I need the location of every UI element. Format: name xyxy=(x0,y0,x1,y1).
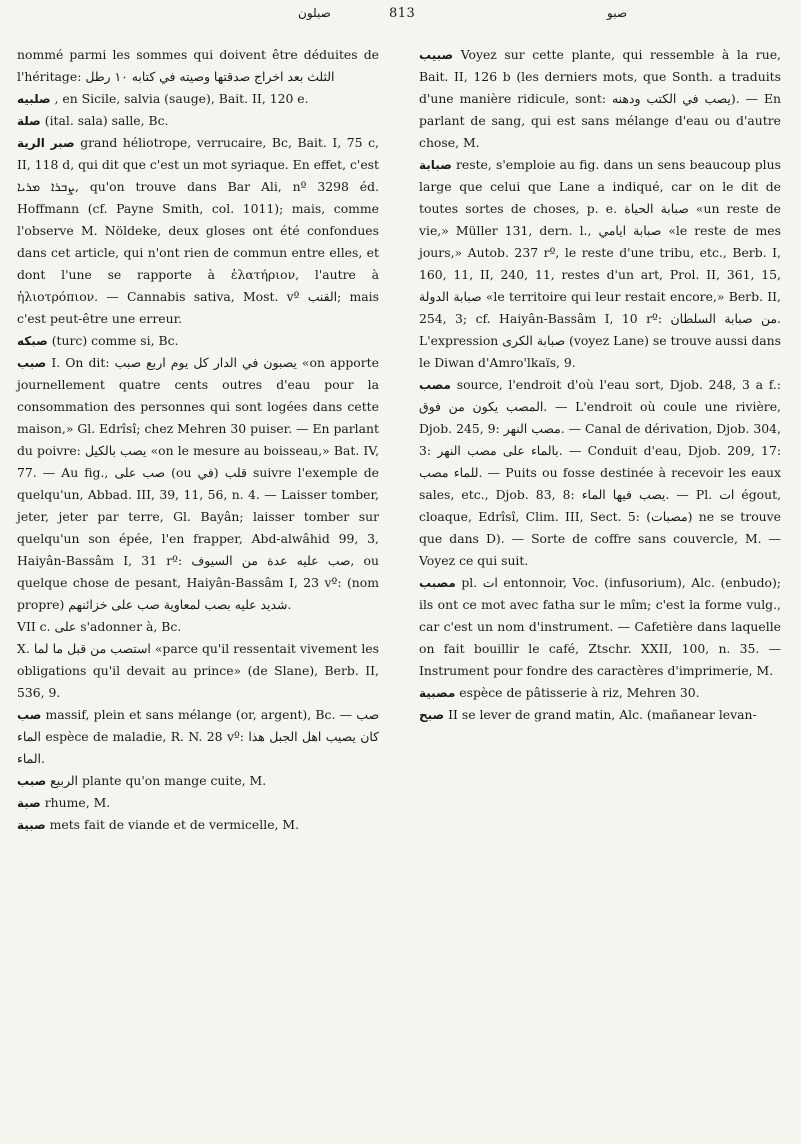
entry-text: nommé parmi les sommes qui doivent être déduites de l'héritage: الثلث بعد اخراج صدقتها وصيته في كتابه ١٠ رطل xyxy=(17,47,379,84)
entry-headword: صبابة xyxy=(419,158,452,172)
dictionary-entry xyxy=(17,132,379,330)
entry-headword: صبة xyxy=(17,796,41,810)
running-headword-right: صبو xyxy=(607,6,628,20)
entry-headword: مصبب xyxy=(419,576,456,590)
entry-text: massif, plein et sans mélange (or, argent), Bc. — صب الماء espèce de maladie, R. N. 28 vº: كان يصيب اهل الجبل هذا الماء. xyxy=(17,707,379,766)
entry-text: source, l'endroit d'où l'eau sort, Djob. 248, 3 a f.: المصب يكون من فوق. — L'endroit où coule une rivière, Djob. 245, 9: مصب النهر. — Canal de dérivation, Djob. 304, 3: بالماء على مصب النهر. — Conduit d'eau, Djob. 209, 17: للماء مصب. — Puits ou fosse destinée à recevoir les eaux sales, etc., Djob. 83, 8: يصب فيها الماء. — Pl. ات égout, cloaque, Edrîsî, Clim. III, Sect. 5: (مصبات) ne se trouve que dans D). — Sorte de coffre sans couvercle, M. — Voyez ce qui suit. xyxy=(419,377,782,568)
entry-headword: مصب xyxy=(419,378,451,392)
dictionary-entry xyxy=(17,44,379,88)
dictionary-entry xyxy=(17,638,379,704)
entry-text: grand héliotrope, verrucaire, Bc, Bait. I, 75 c, II, 118 d, qui dit que c'est un mot syriaque. En effet, c'est ܨܒܪܐ ܡܪܝܐ, qu'on trouve dans Bar Ali, nº 3298 éd. Hoffmann (cf. Payne Smith, col. 1011); mais, comme l'observe M. Nöldeke, deux gloses ont été confondues dans cet article, qui n'ont rien de commun entre elles, et dont l'une se rapporte à ἐλατήριον, l'autre à ἡλιοτρόπιον. — Cannabis sativa, Most. vº القنب; mais c'est peut-être une erreur. xyxy=(17,135,379,326)
dictionary-entry xyxy=(419,154,781,374)
entry-text: (turc) comme si, Bc. xyxy=(51,333,179,348)
entry-headword: صبب xyxy=(17,356,47,370)
dictionary-entry xyxy=(419,374,781,572)
dictionary-entry xyxy=(17,770,379,792)
entry-text: الربيع plante qu'on mange cuite, M. xyxy=(50,773,267,788)
entry-headword: صلة xyxy=(17,114,41,128)
entry-text: mets fait de viande et de vermicelle, M. xyxy=(49,817,300,832)
entry-headword: صبكه xyxy=(17,334,48,348)
dictionary-entry xyxy=(17,88,379,110)
dictionary-entry xyxy=(419,44,781,154)
dictionary-entry xyxy=(17,110,379,132)
dictionary-entry xyxy=(17,352,379,616)
entry-headword: صبر الرية xyxy=(17,136,75,150)
entry-headword: صلبيه xyxy=(17,92,51,106)
left-column xyxy=(17,44,379,836)
page-number: 813 xyxy=(389,6,416,21)
entry-text: VII c. على s'adonner à, Bc. xyxy=(17,619,182,634)
entry-text: rhume, M. xyxy=(44,795,111,810)
entry-headword: صبيب xyxy=(419,48,454,62)
entry-headword: صبية xyxy=(17,818,46,832)
dictionary-entry xyxy=(17,704,379,770)
entry-text: X. استصب من قبل ما لما «parce qu'il ressentait vivement les obligations qu'il devait au prince» (de Slane), Berb. II, 536, 9. xyxy=(17,641,379,700)
dictionary-entry xyxy=(17,814,379,836)
dictionary-entry xyxy=(17,792,379,814)
entry-text: II se lever de grand matin, Alc. (mañanear levan- xyxy=(448,707,757,722)
entry-headword: صب xyxy=(17,708,42,722)
running-headword-left: صبلون xyxy=(298,6,331,20)
entry-headword: مصبية xyxy=(419,686,456,700)
entry-headword: صبب xyxy=(17,774,47,788)
right-column xyxy=(419,44,781,726)
entry-text: reste, s'emploie au fig. dans un sens beaucoup plus large que celui que Lane a indiqué, car on le dit de toutes sortes de choses, p. e. صبابة الحياة «un reste de vie,» Müller 131, dern. l., صبابة ايامي «le reste de mes jours,» Autob. 237 rº, le reste d'une tribu, etc., Berb. I, 160, 11, II, 240, 11, restes d'un art, Prol. II, 361, 15, صبابة الدولة «le territoire qui leur restait encore,» Berb. II, 254, 3; cf. Haiyân-Bassâm I, 10 rº: من صبابة السلطان. L'expression صبابة الكرى (voyez Lane) se trouve aussi dans le Diwan d'Amro'lkaïs, 9. xyxy=(419,157,781,370)
dictionary-entry xyxy=(419,704,781,726)
entry-text: (ital. sala) salle, Bc. xyxy=(44,113,169,128)
dictionary-entry xyxy=(419,572,781,682)
entry-headword: صبح xyxy=(419,708,445,722)
entry-text: espèce de pâtisserie à riz, Mehren 30. xyxy=(459,685,700,700)
entry-text: , en Sicile, salvia (sauge), Bait. II, 120 e. xyxy=(54,91,309,106)
entry-text: pl. ات entonnoir, Voc. (infusorium), Alc. (enbudo); ils ont ce mot avec fatha sur le mîm; c'est la forme vulg., car c'est un nom d'instrument. — Cafetière dans laquelle on fait bouillir le café, Ztschr. XXII, 100, n. 35. — Instrument pour fondre des caractères d'imprimerie, M. xyxy=(419,575,781,678)
dictionary-entry xyxy=(17,616,379,638)
dictionary-entry xyxy=(17,330,379,352)
entry-text: Voyez sur cette plante, qui ressemble à la rue, Bait. II, 126 b (les derniers mots, que Sonth. a traduits d'une manière ridicule, sont: يصب في الكتب ودهنه). — En parlant de sang, qui est sans mélange d'eau ou d'autre chose, M. xyxy=(419,47,781,150)
dictionary-entry xyxy=(419,682,781,704)
entry-text: I. On dit: يصبون في الدار كل يوم اربع صبب «on apporte journellement quatre cents outres d'eau pour la consommation des personnes qui sont logées dans cette maison,» Gl. Edrîsî; chez Mehren 30 puiser. — En parlant du poivre: يصب بالكيل «on le mesure au boisseau,» Bat. IV, 77. — Au fig., صب على (ou في) قلب suivre l'exemple de quelqu'un, Abbad. III, 39, 11, 56, n. 4. — Laisser tomber, jeter, jeter par terre, Gl. Bayân; laisser tomber sur quelqu'un son épée, l'en frapper, Abd-alwâhid 99, 3, Haiyân-Bassâm I, 31 rº: صب عليه عدة من السيوف, ou quelque chose de pesant, Haiyân-Bassâm I, 23 vº: (nom propre) شديد عليه بصب لمعاوية صب على خزائنهم. xyxy=(17,355,380,612)
